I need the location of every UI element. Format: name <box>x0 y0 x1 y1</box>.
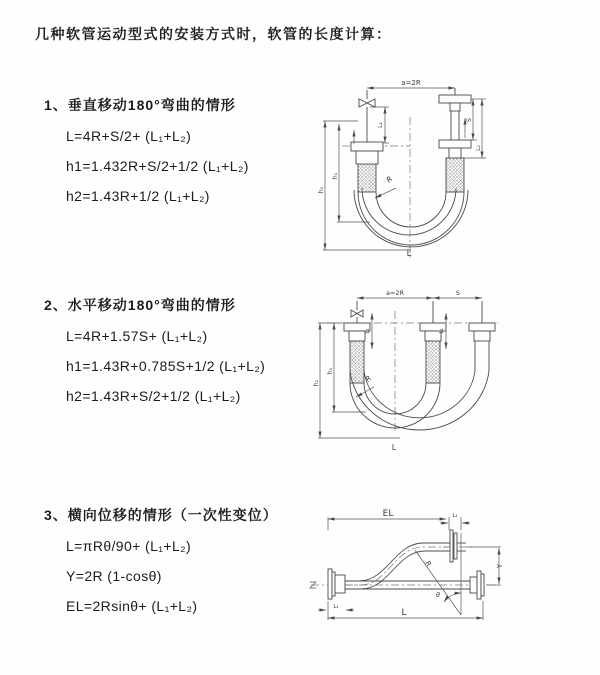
dimension-EL <box>328 509 449 530</box>
label-R: R <box>384 174 395 185</box>
label-theta: θ <box>436 591 440 599</box>
label-S: S <box>455 289 461 297</box>
label-L: L <box>401 608 407 618</box>
dimension-L1 <box>370 107 389 143</box>
label-EL: EL <box>382 509 394 519</box>
formula-L: L=4R+S/2+ (L₁+L₂) <box>66 128 192 144</box>
valve-icon <box>359 90 375 142</box>
label-S: S <box>465 117 473 123</box>
dimension-L2 <box>440 513 470 530</box>
formula-h2: h2=1.43R+S/2+1/2 (L₁+L₂) <box>66 388 241 404</box>
hose-braid-left <box>350 341 364 383</box>
page-title: 几种软管运动型式的安装方式时，软管的长度计算： <box>35 26 392 42</box>
label-a2r: a=2R <box>385 289 405 297</box>
section-1 <box>44 95 249 211</box>
dimension-L1 <box>318 604 354 610</box>
section-2-heading: 2、水平移动180°弯曲的情形 <box>44 297 236 313</box>
hose-u-bend <box>354 158 468 247</box>
flange-right-original <box>470 571 484 599</box>
radius-callout <box>375 174 396 198</box>
label-h1: h₁ <box>327 367 334 375</box>
section-2 <box>44 295 265 411</box>
label-L2: L₂ <box>452 513 458 519</box>
pipe-fitting-left <box>351 142 383 164</box>
hose-braid-middle <box>426 341 440 383</box>
hose-u-bends <box>350 341 489 430</box>
label-R: R <box>364 374 374 384</box>
diagram-lateral-displacement <box>303 505 513 630</box>
label-L2: L₂ <box>475 145 482 151</box>
section-2-formulas <box>44 321 265 411</box>
label-h1: h₁ <box>332 172 339 180</box>
formula-L: L=πRθ/90+ (L₁+L₂) <box>66 538 192 554</box>
label-h2: h₂ <box>313 379 320 387</box>
dimension-a2r-S <box>357 289 482 298</box>
dimension-a2r <box>367 79 455 88</box>
label-L: L <box>391 443 397 452</box>
section-1-heading: 1、垂直移动180°弯曲的情形 <box>44 97 236 113</box>
label-L2: L₂ <box>439 328 445 334</box>
section-1-formulas <box>44 121 249 211</box>
formula-h1: h1=1.43R+0.785S+1/2 (L₁+L₂) <box>66 358 266 374</box>
dimension-L <box>328 601 483 620</box>
section-3-formulas <box>44 531 278 621</box>
dimension-L1 <box>365 313 372 349</box>
formula-h2: h2=1.43R+1/2 (L₁+L₂) <box>66 188 210 204</box>
formula-L: L=4R+1.57S+ (L₁+L₂) <box>66 328 208 344</box>
label-h2: h₂ <box>318 186 325 194</box>
label-L1: L₁ <box>333 604 339 610</box>
diagram-horizontal-180-bend <box>310 283 510 458</box>
formula-h1: h1=1.432R+S/2+1/2 (L₁+L₂) <box>66 158 249 174</box>
hose-s-curve <box>345 543 450 589</box>
flange-upper-displaced <box>450 530 466 562</box>
pipe-fitting-right <box>469 301 495 341</box>
label-a2r: a=2R <box>401 79 421 87</box>
label-L: L <box>406 249 412 259</box>
formula-Y: Y=2R (1-cosθ) <box>66 568 162 584</box>
label-Y: Y <box>496 563 504 569</box>
hose-braid-right <box>446 158 464 192</box>
flange-left <box>328 569 345 599</box>
section-3-heading: 3、横向位移的情形（一次性变位） <box>44 507 278 523</box>
label-L1: L₁ <box>365 328 371 334</box>
hose-braid-left <box>358 164 376 192</box>
pipe-fitting-middle <box>420 301 446 341</box>
label-L1: L₁ <box>377 122 384 128</box>
section-3 <box>44 505 278 621</box>
valve-icon <box>351 301 363 323</box>
label-R: R <box>423 559 433 569</box>
formula-EL: EL=2Rsinθ+ (L₁+L₂) <box>66 598 198 614</box>
diagram-vertical-180-bend <box>310 72 570 262</box>
